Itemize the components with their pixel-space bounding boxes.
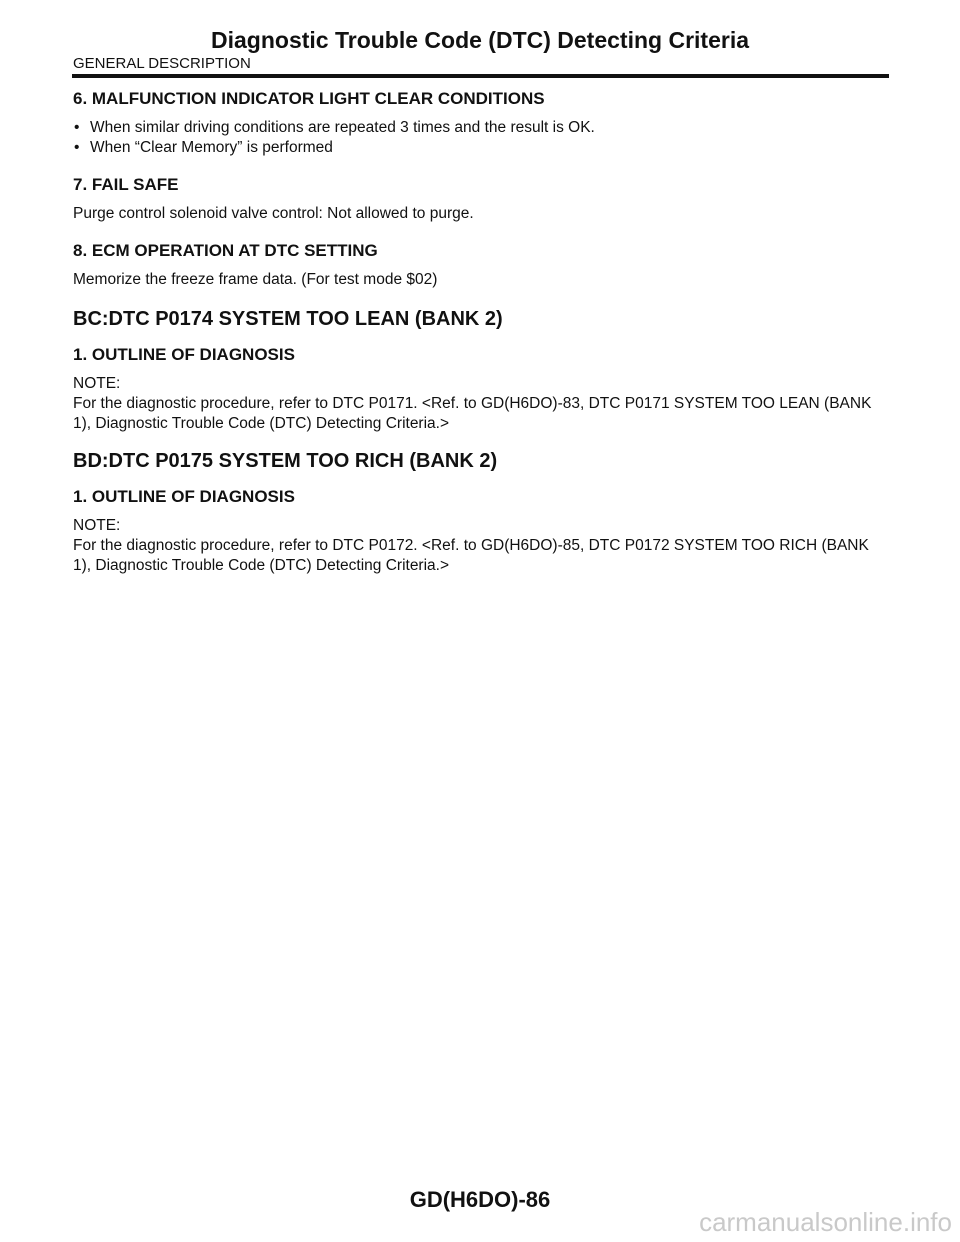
bullet-icon: •: [74, 119, 80, 136]
bc-outline-heading: 1. OUTLINE OF DIAGNOSIS: [73, 345, 295, 364]
bc-section-title: BC:DTC P0174 SYSTEM TOO LEAN (BANK 2): [73, 308, 503, 330]
list-item: [73, 138, 888, 158]
section-6-bullet-list: [73, 118, 888, 158]
list-item-text: When similar driving conditions are repeated 3 times and the result is OK.: [90, 119, 595, 136]
section-6-heading: 6. MALFUNCTION INDICATOR LIGHT CLEAR CONDITIONS: [73, 89, 545, 108]
section-8-text: Memorize the freeze frame data. (For test mode $02): [73, 271, 438, 288]
page-number: GD(H6DO)-86: [409, 1187, 551, 1212]
watermark: carmanualsonline.info: [699, 1207, 952, 1237]
bullet-icon: •: [74, 139, 80, 156]
document-body: [73, 88, 888, 590]
section-7-text: Purge control solenoid valve control: Not allowed to purge.: [73, 205, 474, 222]
list-item: [73, 118, 888, 138]
bd-section-title: BD:DTC P0175 SYSTEM TOO RICH (BANK 2): [73, 450, 498, 472]
bc-note-text: For the diagnostic procedure, refer to DTC P0171. <Ref. to GD(H6DO)-83, DTC P0171 SYSTEM TOO LEAN (BANK 1), Diagnostic Trouble Code (DTC) Detecting Criteria.>: [73, 395, 872, 432]
bd-note-label: NOTE:: [73, 517, 121, 534]
list-item-text: When “Clear Memory” is performed: [90, 139, 333, 156]
bd-note-text: For the diagnostic procedure, refer to DTC P0172. <Ref. to GD(H6DO)-85, DTC P0172 SYSTEM TOO RICH (BANK 1), Diagnostic Trouble Code (DTC) Detecting Criteria.>: [73, 537, 869, 574]
bc-note-label: NOTE:: [73, 375, 121, 392]
section-label: GENERAL DESCRIPTION: [73, 55, 251, 72]
header-divider: [72, 74, 889, 78]
section-8-heading: 8. ECM OPERATION AT DTC SETTING: [73, 241, 378, 260]
page-title: Diagnostic Trouble Code (DTC) Detecting Criteria: [211, 27, 749, 53]
bd-outline-heading: 1. OUTLINE OF DIAGNOSIS: [73, 487, 295, 506]
section-7-heading: 7. FAIL SAFE: [73, 175, 179, 194]
